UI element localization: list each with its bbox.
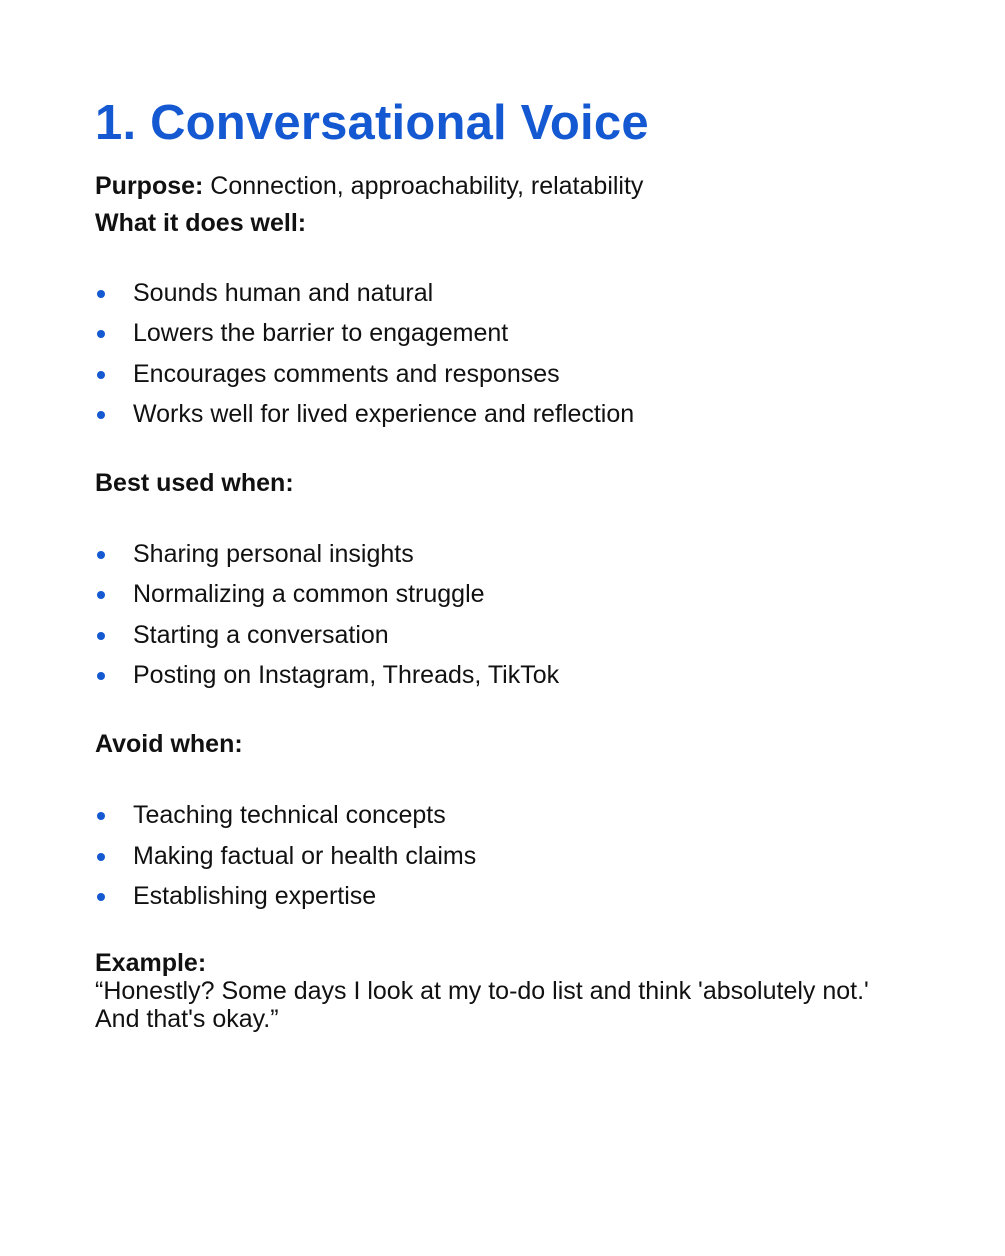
purpose-line bbox=[95, 168, 915, 205]
does-well-heading: What it does well: bbox=[95, 209, 307, 237]
list-item bbox=[95, 354, 915, 394]
purpose-label: Purpose: bbox=[95, 172, 204, 200]
document-page bbox=[95, 92, 915, 1033]
list-item bbox=[95, 394, 915, 434]
list-item bbox=[95, 836, 915, 876]
does-well-list bbox=[95, 273, 915, 434]
list-item bbox=[95, 795, 915, 835]
avoid-list bbox=[95, 795, 915, 916]
list-item-text: Lowers the barrier to engagement bbox=[133, 319, 509, 348]
bullet-icon bbox=[97, 290, 105, 298]
bullet-icon bbox=[97, 411, 105, 419]
bullet-icon bbox=[97, 672, 105, 680]
example-quote: “Honestly? Some days I look at my to-do list and think 'absolutely not.' And that's okay.” bbox=[95, 977, 869, 1034]
bullet-icon bbox=[97, 371, 105, 379]
list-item bbox=[95, 534, 915, 574]
purpose-text: Connection, approachability, relatability bbox=[203, 172, 644, 200]
list-item-text: Making factual or health claims bbox=[133, 841, 477, 870]
list-item-text: Encourages comments and responses bbox=[133, 359, 560, 388]
bullet-icon bbox=[97, 812, 105, 820]
list-item-text: Starting a conversation bbox=[133, 620, 389, 649]
bullet-icon bbox=[97, 330, 105, 338]
list-item-text: Posting on Instagram, Threads, TikTok bbox=[133, 661, 560, 690]
list-item bbox=[95, 655, 915, 695]
list-item bbox=[95, 574, 915, 614]
best-used-heading: Best used when: bbox=[95, 469, 294, 498]
list-item bbox=[95, 615, 915, 655]
list-item-text: Establishing expertise bbox=[133, 881, 377, 910]
list-item-text: Sounds human and natural bbox=[133, 279, 434, 307]
list-item-text: Works well for lived experience and reflection bbox=[133, 399, 635, 428]
bullet-icon bbox=[97, 591, 105, 599]
list-item bbox=[95, 876, 915, 916]
bullet-icon bbox=[97, 551, 105, 559]
page-title: 1. Conversational Voice bbox=[95, 96, 649, 150]
list-item bbox=[95, 273, 915, 313]
list-item-text: Normalizing a common struggle bbox=[133, 580, 485, 609]
list-item-text: Sharing personal insights bbox=[133, 540, 414, 569]
bullet-icon bbox=[97, 853, 105, 861]
bullet-icon bbox=[97, 893, 105, 901]
bullet-icon bbox=[97, 632, 105, 640]
list-item bbox=[95, 313, 915, 353]
example-heading: Example: bbox=[95, 949, 207, 978]
avoid-heading: Avoid when: bbox=[95, 730, 243, 759]
list-item-text: Teaching technical concepts bbox=[133, 801, 446, 830]
best-used-list bbox=[95, 534, 915, 695]
